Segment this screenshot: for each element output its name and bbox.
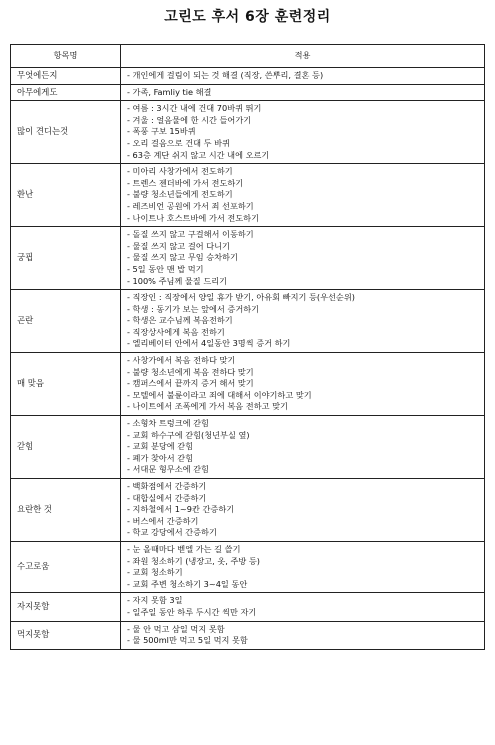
list-item: - 일주일 동안 하루 두시간 씩만 자기 bbox=[127, 606, 257, 617]
header-content: 적용 bbox=[121, 45, 485, 68]
row-items bbox=[121, 164, 485, 227]
table-row bbox=[11, 290, 485, 353]
row-category: 환난 bbox=[11, 164, 121, 227]
table-body bbox=[11, 68, 485, 650]
row-category: 먹지못함 bbox=[11, 621, 121, 649]
table-row bbox=[11, 416, 485, 479]
list-item: - 교회 분당에 갇힘 bbox=[127, 441, 194, 452]
table-header-row bbox=[11, 45, 485, 68]
table-row bbox=[11, 164, 485, 227]
row-items bbox=[121, 621, 485, 649]
list-item: - 소형차 트렁크에 갇힘 bbox=[127, 418, 209, 429]
row-items bbox=[121, 479, 485, 542]
list-item: - 학생 : 동기가 보는 앞에서 증거하기 bbox=[127, 303, 260, 314]
list-item: - 물질 쓰지 않고 걸어 다니기 bbox=[127, 240, 230, 251]
list-item: - 좌원 청소하기 (냉장고, 옷, 주방 등) bbox=[127, 555, 260, 566]
table-row bbox=[11, 621, 485, 649]
list-item: - 미아리 사창가에서 전도하기 bbox=[127, 166, 233, 177]
list-item: - 눈 올때마다 벧엘 가는 길 쓸기 bbox=[127, 543, 241, 554]
list-item: - 지하철에서 1~9칸 간증하기 bbox=[127, 504, 235, 515]
list-item: - 직장인 : 직장에서 양일 휴가 받기, 아유회 빠지기 등(우선순위) bbox=[127, 292, 355, 303]
document-title: 고린도 후서 6장 훈련정리 bbox=[164, 9, 331, 25]
list-item: - 물 안 먹고 삼일 먹지 못함 bbox=[127, 623, 225, 634]
table-row bbox=[11, 353, 485, 416]
list-item: - 직장상사에게 복음 전하기 bbox=[127, 326, 225, 337]
row-items bbox=[121, 290, 485, 353]
row-items bbox=[121, 541, 485, 592]
row-category: 매 맞음 bbox=[11, 353, 121, 416]
list-item: - 캠퍼스에서 끝까지 증거 해서 맞기 bbox=[127, 378, 254, 389]
list-item: - 트렌스 젠더바에 가서 전도하기 bbox=[127, 177, 244, 188]
table-row bbox=[11, 68, 485, 85]
list-item: - 100% 주님께 물질 드리기 bbox=[127, 275, 228, 286]
list-item: - 나이트에서 조폭에게 가서 복음 전하고 맞기 bbox=[127, 401, 288, 412]
list-item: - 63층 계단 쉬지 않고 시간 내에 오르기 bbox=[127, 149, 270, 160]
row-items bbox=[121, 68, 485, 85]
list-item: - 학교 강당에서 간증하기 bbox=[127, 527, 217, 538]
row-items bbox=[121, 101, 485, 164]
list-item: - 폐가 찾아서 갇힘 bbox=[127, 452, 194, 463]
list-item: - 자지 못함 3일 bbox=[127, 595, 183, 606]
row-items bbox=[121, 593, 485, 621]
row-category: 많이 견디는것 bbox=[11, 101, 121, 164]
list-item: - 교회 청소하기 bbox=[127, 567, 183, 578]
row-category: 무엇에든지 bbox=[11, 68, 121, 85]
row-category: 수고로움 bbox=[11, 541, 121, 592]
list-item: - 교회 주변 청소하기 3~4일 동안 bbox=[127, 578, 248, 589]
list-item: - 교회 하수구에 갇힘(청년부실 옆) bbox=[127, 429, 250, 440]
row-category: 갇힘 bbox=[11, 416, 121, 479]
row-items bbox=[121, 84, 485, 101]
list-item: - 돌질 쓰지 않고 구걸해서 이동하기 bbox=[127, 229, 254, 240]
table-row bbox=[11, 227, 485, 290]
list-item: - 백화점에서 간증하기 bbox=[127, 481, 207, 491]
list-item: - 겨울 : 얼음물에 한 시간 들어가기 bbox=[127, 114, 252, 125]
list-item: - 불량 청소년들에게 전도하기 bbox=[127, 189, 233, 200]
table-row bbox=[11, 479, 485, 542]
list-item: - 여름 : 3시간 내에 건대 70바퀴 뛰기 bbox=[127, 103, 262, 114]
list-item: - 폭풍 구보 15바퀴 bbox=[127, 126, 196, 137]
list-item: - 5일 동안 맨 밥 먹기 bbox=[127, 263, 204, 274]
list-item: - 가족, Famliy tie 해결 bbox=[127, 86, 212, 97]
table-row bbox=[11, 541, 485, 592]
table-row bbox=[11, 84, 485, 101]
list-item: - 대합실에서 간증하기 bbox=[127, 492, 207, 503]
list-item: - 엘리베이터 안에서 4일동안 3명씩 증거 하기 bbox=[127, 338, 291, 349]
row-items bbox=[121, 227, 485, 290]
list-item: - 물질 쓰지 않고 무임 승차하기 bbox=[127, 252, 238, 263]
list-item: - 개인에게 걸림이 되는 것 해결 (직장, 쓴뿌리, 결혼 등) bbox=[127, 70, 324, 80]
list-item: - 학생은 교수님께 복음전하기 bbox=[127, 315, 233, 326]
row-category: 아무에게도 bbox=[11, 84, 121, 101]
list-item: - 불량 청소년에게 복음 전하다 맞기 bbox=[127, 366, 254, 377]
row-category: 궁핍 bbox=[11, 227, 121, 290]
list-item: - 물 500ml만 먹고 5일 먹지 못함 bbox=[127, 635, 248, 646]
list-item: - 오리 걸음으로 건대 두 바퀴 bbox=[127, 137, 230, 148]
list-item: - 레즈비언 공원에 가서 죄 선포하기 bbox=[127, 200, 254, 211]
row-category: 곤란 bbox=[11, 290, 121, 353]
list-item: - 버스에서 간증하기 bbox=[127, 515, 199, 526]
header-category: 항목명 bbox=[11, 45, 121, 68]
list-item: - 모텔에서 불륜이라고 죄에 대해서 이야기하고 맞기 bbox=[127, 389, 312, 400]
table-row bbox=[11, 593, 485, 621]
list-item: - 나이트나 호스트바에 가서 전도하기 bbox=[127, 212, 260, 223]
list-item: - 사창가에서 복음 전하다 맞기 bbox=[127, 355, 236, 366]
row-category: 요란한 것 bbox=[11, 479, 121, 542]
table-row bbox=[11, 101, 485, 164]
training-table bbox=[10, 44, 485, 650]
list-item: - 서대문 형무소에 갇힘 bbox=[127, 464, 209, 475]
row-items bbox=[121, 416, 485, 479]
row-items bbox=[121, 353, 485, 416]
row-category: 자지못함 bbox=[11, 593, 121, 621]
